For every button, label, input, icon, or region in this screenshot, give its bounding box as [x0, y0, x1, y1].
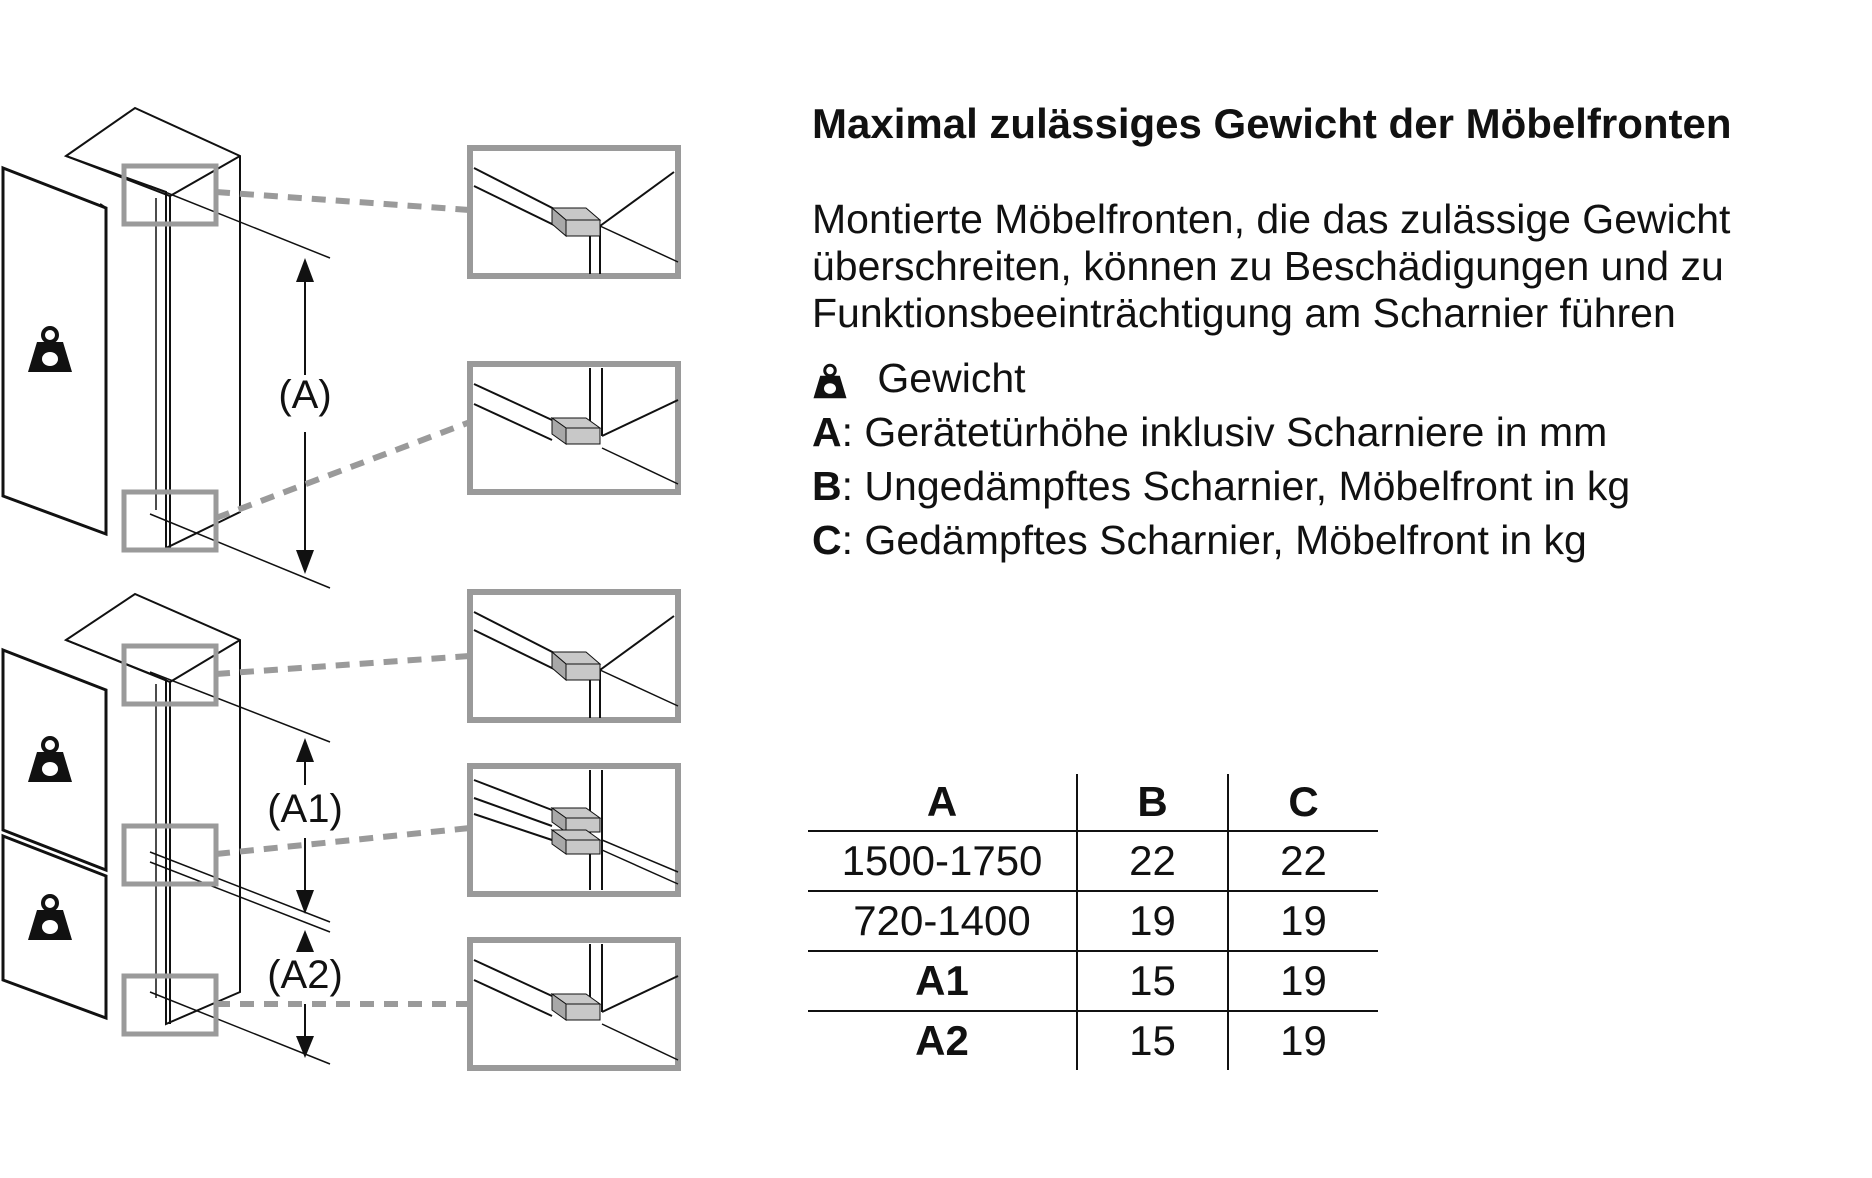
cell-b: 19 [1077, 891, 1228, 951]
legend-item-weight [812, 352, 1026, 404]
cell-a: A1 [915, 957, 969, 1004]
page-title: Maximal zulässiges Gewicht der Möbelfronten [812, 100, 1732, 147]
description-line: Montierte Möbelfronten, die das zulässige Gewicht [812, 196, 1731, 242]
detail-hinge-top-2 [470, 592, 678, 720]
description [812, 196, 1862, 337]
description-line: Funktionsbeeinträchtigung am Scharnier führen [812, 290, 1676, 336]
detail-hinge-bottom-2 [470, 940, 678, 1068]
single-door-appliance [3, 108, 330, 588]
legend-key: B [812, 463, 842, 509]
detail-hinge-top-1 [470, 148, 678, 276]
cell-c: 19 [1228, 891, 1378, 951]
legend-separator: : [841, 517, 854, 563]
detail-hinge-middle-2 [470, 766, 678, 894]
label-a: (A) [278, 373, 332, 417]
cell-b: 22 [1077, 831, 1228, 891]
cell-c: 22 [1228, 831, 1378, 891]
legend-key: C [812, 517, 842, 563]
cell-c: 19 [1228, 951, 1378, 1011]
label-a2: (A2) [267, 953, 343, 997]
legend-item-c [812, 514, 1587, 566]
appliance-installation-diagram [0, 0, 810, 1178]
cell-a: 720-1400 [853, 897, 1031, 944]
table-row [808, 951, 1378, 1011]
legend-item-a [812, 406, 1607, 458]
legend-separator: : [841, 409, 854, 455]
table-row [808, 831, 1378, 891]
header-c: C [1228, 774, 1378, 831]
legend-text: Ungedämpftes Scharnier, Möbelfront in kg [864, 463, 1631, 509]
description-line: überschreiten, können zu Beschädigungen und zu [812, 243, 1724, 289]
table-row [808, 891, 1378, 951]
table-row [808, 1011, 1378, 1070]
legend-item-b [812, 460, 1630, 512]
weight-table [808, 774, 1378, 1070]
cell-a: 1500-1750 [841, 837, 1043, 884]
legend-key: A [812, 409, 842, 455]
detail-hinge-bottom-1 [470, 364, 678, 492]
cell-b: 15 [1077, 1011, 1228, 1070]
cell-a: A2 [915, 1017, 969, 1064]
legend-text: Gewicht [877, 355, 1026, 401]
weight-icon [812, 361, 848, 401]
cell-c: 19 [1228, 1011, 1378, 1070]
legend-text: Gerätetürhöhe inklusiv Scharniere in mm [864, 409, 1608, 455]
legend-text: Gedämpftes Scharnier, Möbelfront in kg [864, 517, 1587, 563]
legend-separator: : [841, 463, 854, 509]
label-a1: (A1) [267, 787, 343, 831]
table-header-row [808, 774, 1378, 831]
header-b: B [1077, 774, 1228, 831]
cell-b: 15 [1077, 951, 1228, 1011]
header-a: A [926, 778, 958, 825]
